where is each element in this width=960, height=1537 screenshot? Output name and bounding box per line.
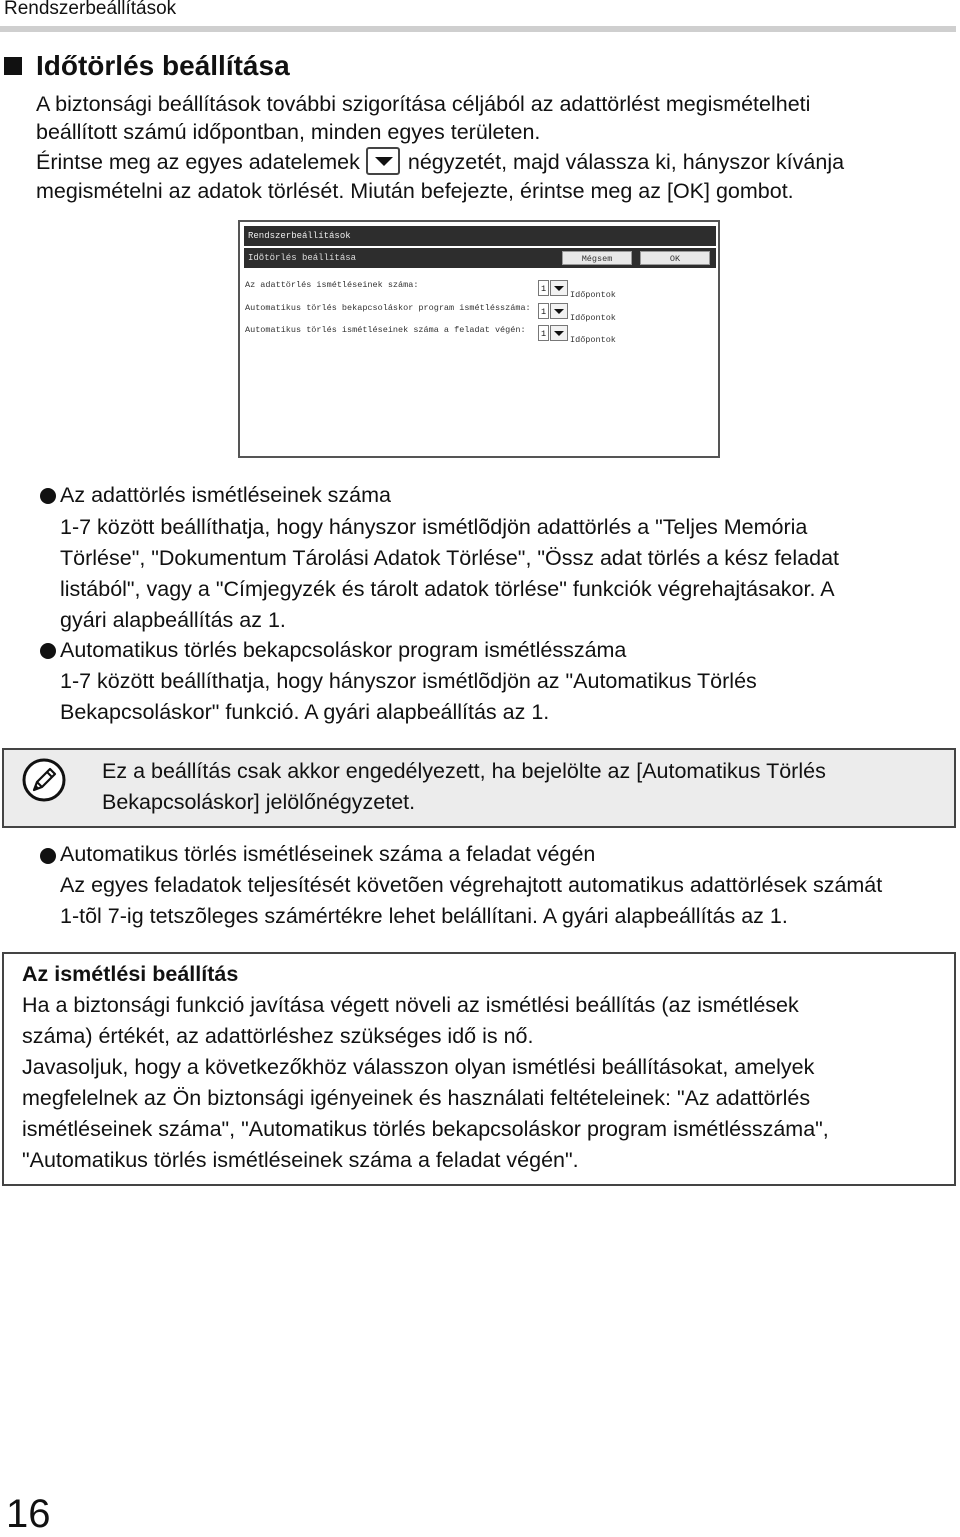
info-line: megfelelnek az Ön biztonsági igényeinek és használati feltételeinek: "Az adattörlés <box>22 1086 811 1110</box>
settings-screen-mockup <box>238 220 720 458</box>
intro-line: A biztonsági beállítások további szigorítása céljából az adattörlést megismételheti <box>36 92 811 116</box>
info-line: ismétléseinek száma", "Automatikus törlés bekapcsoláskor program ismétlésszáma", <box>22 1117 829 1141</box>
setting-value: 1 <box>538 325 549 341</box>
setting-value: 1 <box>538 280 549 296</box>
page-number: 16 <box>6 1492 51 1536</box>
note-text <box>102 756 942 818</box>
info-line: száma) értékét, az adattörléshez szükséges idő is nő. <box>22 1024 534 1048</box>
bullet-icon <box>40 643 56 659</box>
body-line: gyári alapbeállítás az 1. <box>60 608 286 632</box>
bullet-heading: Automatikus törlés bekapcsoláskor program ismétlésszáma <box>60 638 627 662</box>
note-line: Bekapcsoláskor] jelölőnégyzetet. <box>102 790 416 814</box>
setting-label: Az adattörlés ismétléseinek száma: <box>245 280 419 290</box>
setting-label: Automatikus törlés bekapcsoláskor program ismétlésszáma: <box>245 303 531 313</box>
info-line: Ha a biztonsági funkció javítása végett növeli az ismétlési beállítás (az ismétlések <box>22 993 799 1017</box>
body-line: Törlése", "Dokumentum Tárolási Adatok Törlése", "Össz adat törlés a kész feladat <box>60 546 839 570</box>
setting-value: 1 <box>538 303 549 319</box>
info-line: Javasoljuk, hogy a következőkhöz válasszon olyan ismétlési beállításokat, amelyek <box>22 1055 815 1079</box>
intro-text: Érintse meg az egyes adatelemek <box>36 150 360 174</box>
pencil-icon <box>22 758 66 802</box>
dropdown-arrow-icon[interactable] <box>550 303 568 319</box>
setting-unit: Időpontok <box>570 290 616 300</box>
cancel-button[interactable]: Mégsem <box>562 251 632 265</box>
info-title: Az ismétlési beállítás <box>22 962 239 986</box>
intro-line: megismételni az adatok törlését. Miután befejezte, érintse meg az [OK] gombot. <box>36 179 794 204</box>
body-line: Bekapcsoláskor" funkció. A gyári alapbeállítás az 1. <box>60 700 550 724</box>
body-line: Az egyes feladatok teljesítését követõen végrehajtott automatikus adattörlések számát <box>60 873 883 897</box>
intro-paragraph <box>36 90 936 205</box>
setting-unit: Időpontok <box>570 313 616 323</box>
setting-unit: Időpontok <box>570 335 616 345</box>
intro-text: négyzetét, majd válassza ki, hányszor kívánja <box>407 150 845 174</box>
bullet-heading: Automatikus törlés ismétléseinek száma a feladat végén <box>60 842 596 866</box>
intro-line <box>36 148 936 177</box>
body-line: 1-7 között beállíthatja, hogy hányszor ismétlõdjön adattörlés a "Teljes Memória <box>60 515 808 539</box>
body-line: listából", vagy a "Címjegyzék és tárolt adatok törlése" funkciók végrehajtásakor. A <box>60 577 835 601</box>
bullet-body <box>60 870 950 932</box>
bullet-heading: Az adattörlés ismétléseinek száma <box>60 483 392 507</box>
info-text <box>22 990 942 1176</box>
bullet-body <box>60 512 950 636</box>
dropdown-arrow-icon <box>366 147 400 175</box>
ok-button[interactable]: OK <box>640 251 710 265</box>
bullet-icon <box>40 848 56 864</box>
body-line: 1-7 között beállíthatja, hogy hányszor ismétlõdjön az "Automatikus Törlés <box>60 669 757 693</box>
screen-subtitle: Idõtörlés beállítása <box>244 248 716 268</box>
running-header: Rendszerbeállítások <box>4 0 177 19</box>
screen-title: Rendszerbeállítások <box>244 226 716 246</box>
intro-line: beállított számú időpontban, minden egyes területen. <box>36 120 541 144</box>
bullet-body <box>60 666 950 728</box>
info-line: "Automatikus törlés ismétléseinek száma a feladat végén". <box>22 1148 579 1172</box>
dropdown-arrow-icon[interactable] <box>550 280 568 296</box>
dropdown-arrow-icon[interactable] <box>550 325 568 341</box>
header-rule <box>0 26 956 32</box>
section-title: Időtörlés beállítása <box>36 50 290 81</box>
note-line: Ez a beállítás csak akkor engedélyezett, ha bejelölte az [Automatikus Törlés <box>102 759 826 783</box>
setting-label: Automatikus törlés ismétléseinek száma a feladat végén: <box>245 325 526 335</box>
bullet-icon <box>40 488 56 504</box>
body-line: 1-tõl 7-ig tetszõleges számértékre lehet belállítani. A gyári alapbeállítás az 1. <box>60 904 788 928</box>
section-marker-icon <box>4 57 22 75</box>
